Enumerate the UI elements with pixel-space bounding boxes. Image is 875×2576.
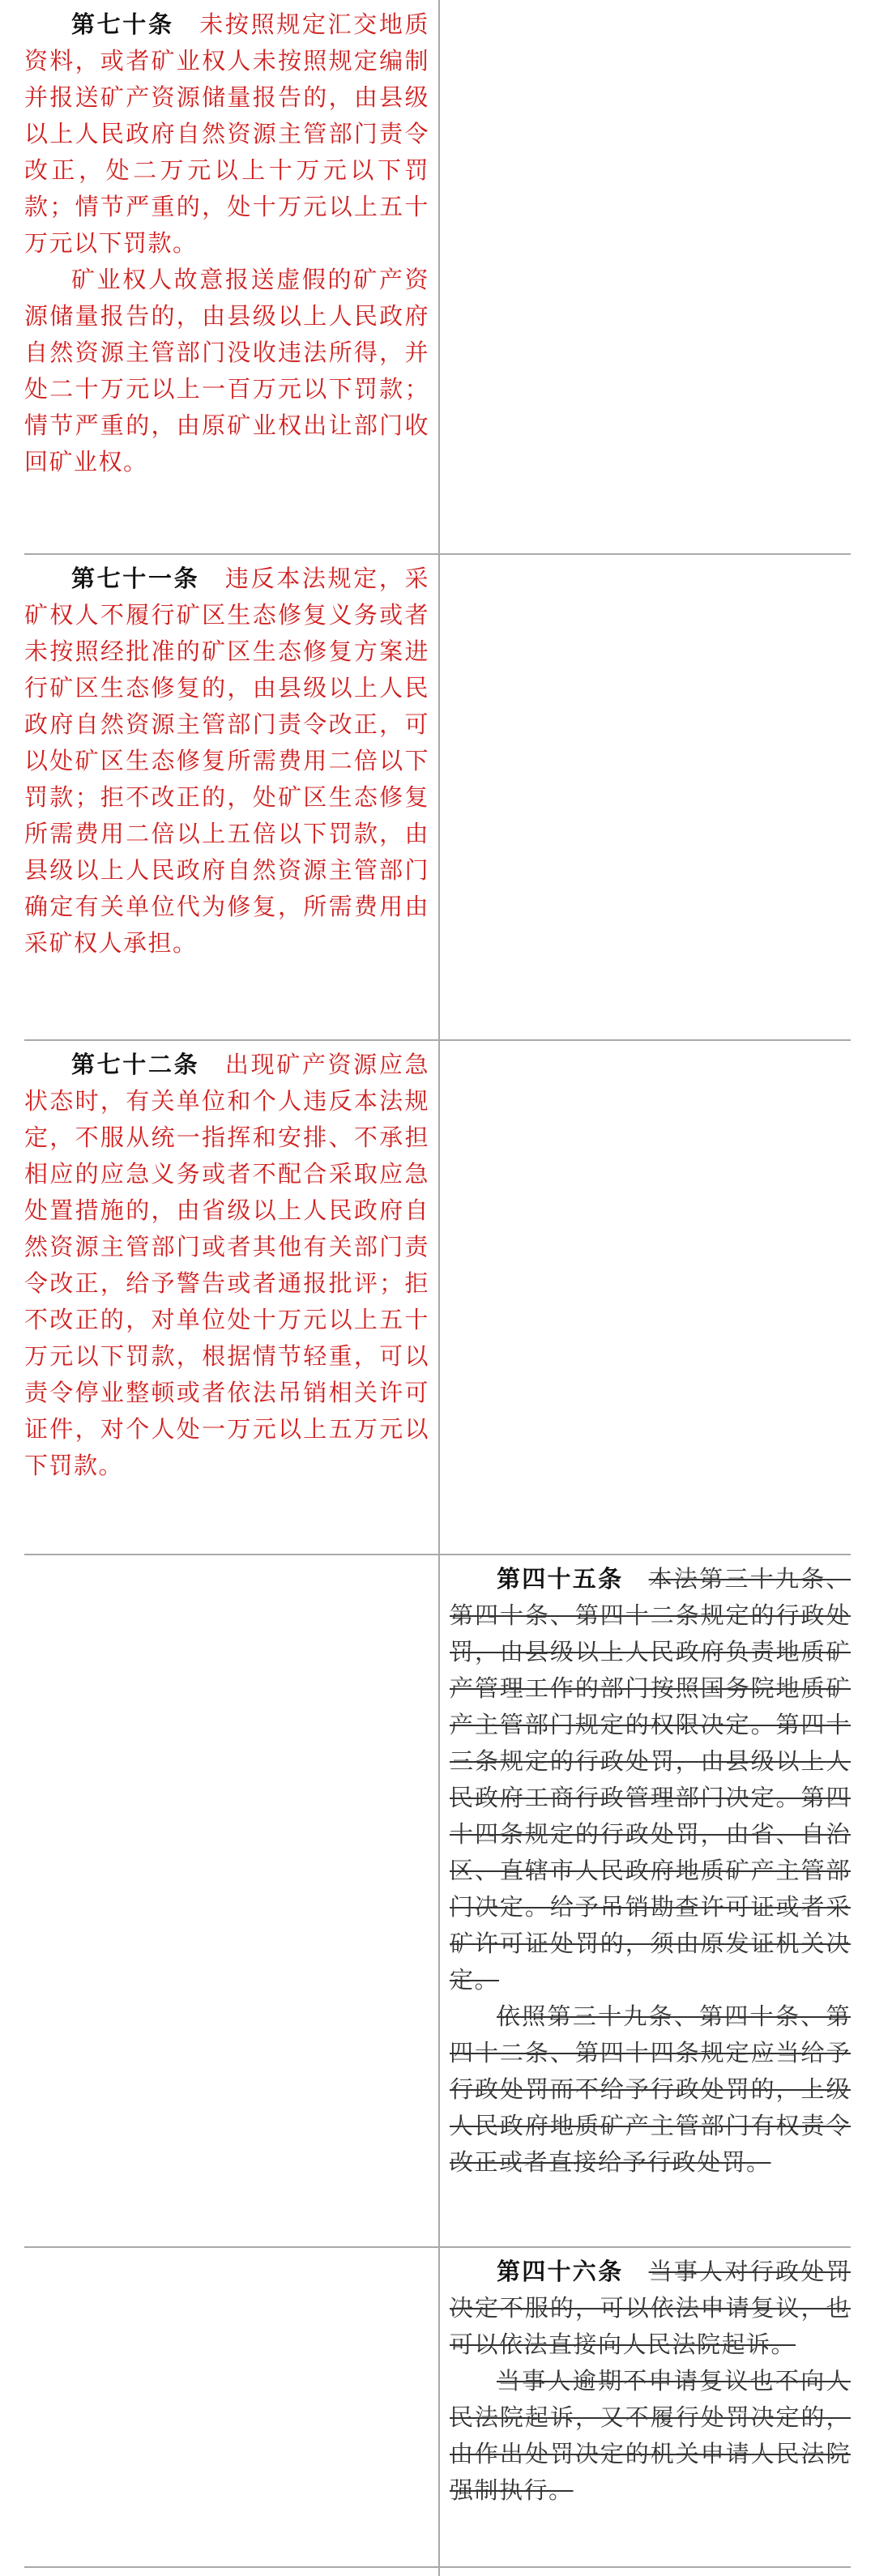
article-72-cell: [24, 1047, 429, 1484]
old-article-46-cell: [450, 2254, 851, 2509]
row-divider: [24, 2566, 851, 2568]
article-70-para-1: 第七十条 未按照规定汇交地质资料，或者矿业权人未按照规定编制并报送矿产资源储量报告的，由县级以上人民政府自然资源主管部门责令改正，处二万元以上十万元以下罚款；情节严重的，处十万元以上五十万元以下罚款。: [24, 11, 429, 257]
row-divider: [24, 1039, 851, 1041]
article-70-heading: 第七十条: [71, 11, 174, 38]
old-article-45-para-1: 第四十五条 本法第三十九条、第四十条、第四十二条规定的行政处罚，由县级以上人民政府负责地质矿产管理工作的部门按照国务院地质矿产主管部门规定的权限决定。第四十三条规定的行政处罚，由县级以上人民政府工商行政管理部门决定。第四十四条规定的行政处罚，由省、自治区、直辖市人民政府地质矿产主管部门决定。给予吊销勘查许可证或者采矿许可证处罚的，须由原发证机关决定。: [450, 1565, 851, 1994]
column-divider: [438, 0, 440, 2576]
old-article-45-cell: [450, 1561, 851, 2181]
row-divider: [24, 1554, 851, 1555]
old-article-45-para-2: 依照第三十九条、第四十条、第四十二条、第四十四条规定应当给予行政处罚而不给予行政处罚的，上级人民政府地质矿产主管部门有权责令改正或者直接给予行政处罚。: [450, 2002, 851, 2176]
article-71-para-1: 第七十一条 违反本法规定，采矿权人不履行矿区生态修复义务或者未按照经批准的矿区生态修复方案进行矿区生态修复的，由县级以上人民政府自然资源主管部门责令改正，可以处矿区生态修复所需费用二倍以下罚款；拒不改正的，处矿区生态修复所需费用二倍以上五倍以下罚款，由县级以上人民政府自然资源主管部门确定有关单位代为修复，所需费用由采矿权人承担。: [24, 565, 429, 957]
old-article-46-heading: 第四十六条: [497, 2258, 624, 2285]
row-divider: [24, 2246, 851, 2248]
old-article-46-para-1: 第四十六条 当事人对行政处罚决定不服的，可以依法申请复议，也可以依法直接向人民法院起诉。: [450, 2258, 851, 2358]
article-71-heading: 第七十一条: [71, 565, 200, 592]
old-article-45-heading: 第四十五条: [497, 1565, 624, 1593]
article-70-cell: [24, 6, 429, 480]
article-72-para-1: 第七十二条 出现矿产资源应急状态时，有关单位和个人违反本法规定，不服从统一指挥和安排、不承担相应的应急义务或者不配合采取应急处置措施的，由省级以上人民政府自然资源主管部门或者其他有关部门责令改正，给予警告或者通报批评；拒不改正的，对单位处十万元以上五十万元以下罚款，根据情节轻重，可以责令停业整顿或者依法吊销相关许可证件，对个人处一万元以上五万元以下罚款。: [24, 1051, 429, 1479]
article-72-heading: 第七十二条: [71, 1051, 200, 1078]
old-article-46-para-2: 当事人逾期不申请复议也不向人民法院起诉，又不履行处罚决定的，由作出处罚决定的机关申请人民法院强制执行。: [450, 2367, 851, 2504]
row-divider: [24, 553, 851, 555]
article-70-para-2: 矿业权人故意报送虚假的矿产资源储量报告的，由县级以上人民政府自然资源主管部门没收违法所得，并处二十万元以上一百万元以下罚款；情节严重的，由原矿业权出让部门收回矿业权。: [24, 266, 429, 476]
article-71-cell: [24, 561, 429, 962]
